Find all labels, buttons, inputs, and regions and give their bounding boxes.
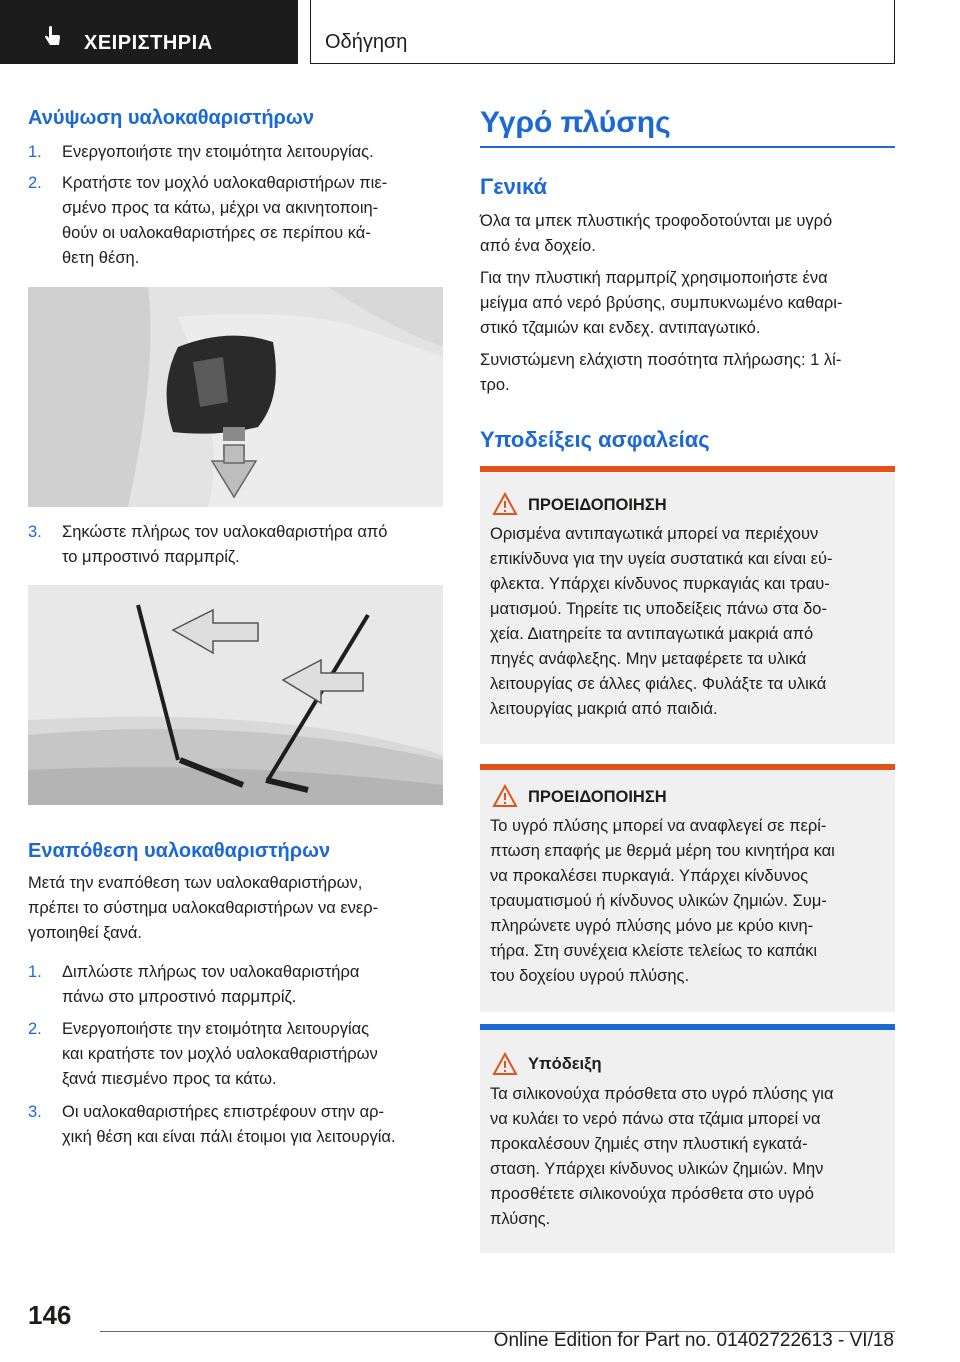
step-text: πάνω στο μπροστινό παρμπρίζ. [62,988,297,1006]
general-heading: Γενικά [480,174,548,199]
paragraph-line: τρο. [480,376,510,394]
warning-title: ΠΡΟΕΙΔΟΠΟΙΗΣΗ [528,496,667,514]
text-line: σταση. Υπάρχει κίνδυνος υλικών ζημιών. Μην [490,1160,824,1178]
chapter-tab[interactable] [310,0,895,64]
step-text: ξανά πιεσμένο προς τα κάτω. [62,1070,277,1088]
text-line: πτωση επαφής με θερμά μέρη του κινητήρα και [490,842,835,860]
paragraph-line: μείγμα από νερό βρύσης, συμπυκνωμένο καθαρι- [480,294,843,312]
step-text: θούν οι υαλοκαθαριστήρες σε περίπου κά- [62,224,371,242]
step-number: 3. [28,523,42,541]
warning-triangle-icon [492,784,518,808]
text-line: χεία. Διατηρείτε τα αντιπαγωτικά μακριά από [490,625,814,643]
step-text: Ενεργοποιήστε την ετοιμότητα λειτουργίας [62,1020,370,1038]
note-bar [480,1024,895,1030]
section-tab[interactable] [0,0,298,64]
text-line: πηγές ανάφλεξης. Μην μεταφέρετε τα υλικά [490,650,807,668]
warning-box [480,764,895,1012]
step-number: 2. [28,174,42,192]
step-text: Κρατήστε τον μοχλό υαλοκαθαριστήρων πιε- [62,174,388,192]
text-line: προκαλέσουν ζημιές στην πλυστική εγκατά- [490,1135,808,1153]
step-number: 3. [28,1103,42,1121]
text-line: πλύσης. [490,1210,551,1228]
note-text [490,1082,890,1232]
step-text: Διπλώστε πλήρως τον υαλοκαθαριστήρα [62,963,360,981]
chapter-title: Οδήγηση [325,31,408,53]
warning-title: ΠΡΟΕΙΔΟΠΟΙΗΣΗ [528,788,667,806]
step-text: θετη θέση. [62,249,140,267]
text-line: λειτουργίας σε άλλες φιάλες. Φυλάξτε τα υλικά [490,675,827,693]
step-number: 1. [28,143,42,161]
wiper-lever-illustration [28,287,443,507]
text-line: του δοχείου υγρού πλύσης. [490,967,690,985]
edition-footer: Online Edition for Part no. 01402722613 - VI/18 [493,1330,894,1351]
paragraph-line: Όλα τα μπεκ πλυστικής τροφοδοτούνται με υγρό [480,212,833,230]
paragraph-line: Μετά την εναπόθεση των υαλοκαθαριστήρων, [28,874,363,892]
warning-box [480,466,895,744]
step-text: Σηκώστε πλήρως τον υαλοκαθαριστήρα από [62,523,388,541]
text-line: Το υγρό πλύσης μπορεί να αναφλεγεί σε περί- [490,817,827,835]
paragraph-line: Για την πλυστική παρμπρίζ χρησιμοποιήστε ένα [480,269,828,287]
step-text: Οι υαλοκαθαριστήρες επιστρέφουν στην αρ- [62,1103,385,1121]
lower-wipers-heading: Εναπόθεση υαλοκαθαριστήρων [28,840,331,862]
paragraph-line: γοποιηθεί ξανά. [28,924,143,942]
warning-triangle-icon [492,1052,518,1076]
lift-wipers-heading: Ανύψωση υαλοκαθαριστήρων [28,107,314,129]
text-line: τραυματισμού ή κίνδυνος υλικών ζημιών. Συμ- [490,892,827,910]
heading-rule [480,146,895,148]
warning-bar [480,466,895,472]
text-line: Ορισμένα αντιπαγωτικά μπορεί να περιέχουν [490,525,819,543]
page-number: 146 [28,1300,72,1330]
step-text: σμένο προς τα κάτω, μέχρι να ακινητοποιη- [62,199,379,217]
step-number: 2. [28,1020,42,1038]
text-line: να κυλάει το νερό πάνω στα τζάμια μπορεί να [490,1110,821,1128]
text-line: επικίνδυνα για την υγεία συστατικά και είναι εύ- [490,550,833,568]
text-line: Τα σιλικονούχα πρόσθετα στο υγρό πλύσης για [490,1085,834,1103]
step-text: χική θέση και είναι πάλι έτοιμοι για λειτουργία. [62,1128,396,1146]
text-line: φλεκτα. Υπάρχει κίνδυνος πυρκαγιάς και τραυ- [490,575,830,593]
warning-bar [480,764,895,770]
step-text: Ενεργοποιήστε την ετοιμότητα λειτουργίας. [62,143,374,161]
text-line: προσθέτετε σιλικονούχα πρόσθετα στο υγρό [490,1185,814,1203]
paragraph-line: από ένα δοχείο. [480,237,596,255]
section-title: ΧΕΙΡΙΣΤΗΡΙΑ [84,32,213,54]
text-line: λειτουργίας μακριά από παιδιά. [490,700,718,718]
hand-touch-icon [42,26,64,48]
step-text: και κρατήστε τον μοχλό υαλοκαθαριστήρων [62,1045,378,1063]
text-line: πληρώνετε υγρό πλύσης μόνο με κρύο κινη- [490,917,814,935]
step-number: 1. [28,963,42,981]
note-title: Υπόδειξη [528,1055,602,1073]
paragraph-line: Συνιστώμενη ελάχιστη ποσότητα πλήρωσης: 1 λί- [480,351,842,369]
text-line: να προκαλέσει πυρκαγιά. Υπάρχει κίνδυνος [490,867,809,885]
warning-text [490,522,890,722]
note-box [480,1024,895,1253]
text-line: τήρα. Στη συνέχεια κλείστε τελείως το καπάκι [490,942,818,960]
paragraph-line: στικό τζαμιών και ενδεχ. αντιπαγωτικό. [480,319,761,337]
warning-text [490,814,890,989]
paragraph-line: πρέπει το σύστημα υαλοκαθαριστήρων να ενερ- [28,899,379,917]
warning-triangle-icon [492,492,518,516]
raised-wipers-illustration [28,585,443,805]
washer-fluid-heading: Υγρό πλύσης [480,106,671,139]
step-text: το μπροστινό παρμπρίζ. [62,548,240,566]
text-line: ματισμού. Τηρείτε τις υποδείξεις πάνω στα δο- [490,600,827,618]
safety-heading: Υποδείξεις ασφαλείας [480,427,710,452]
